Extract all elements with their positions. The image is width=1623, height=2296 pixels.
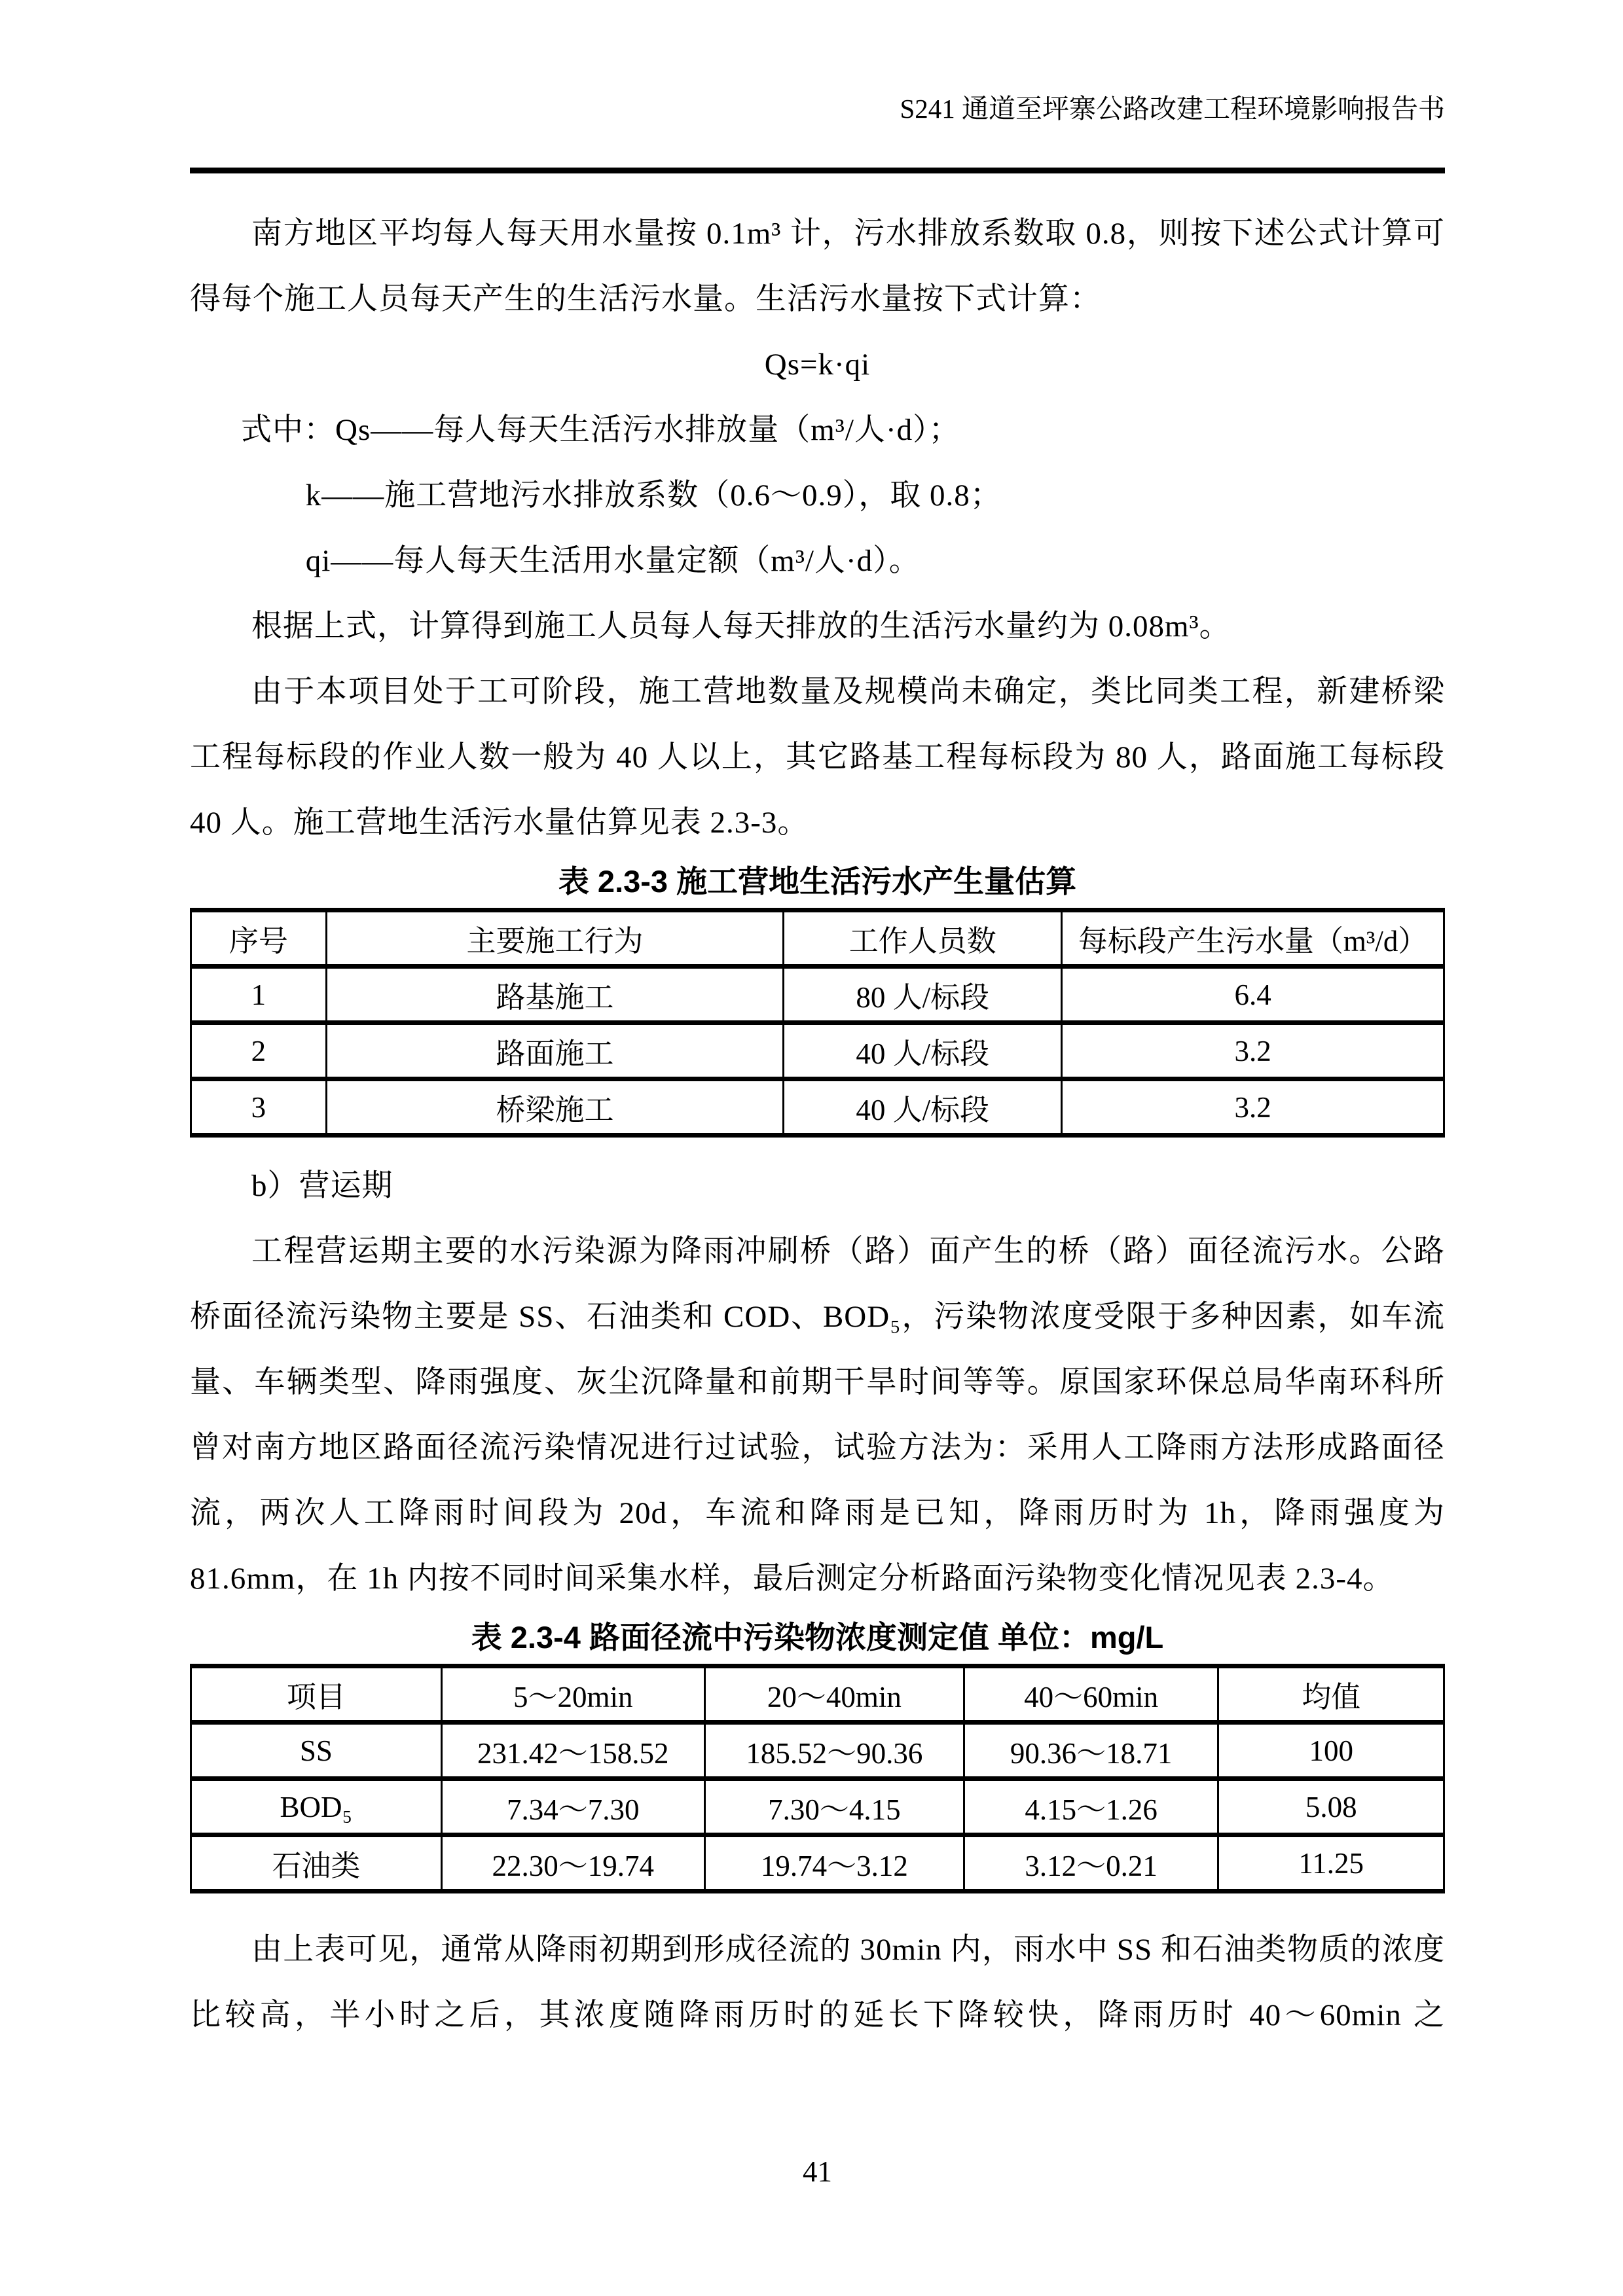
formula-term-k: k——施工营地污水排放系数（0.6～0.9），取 0.8； <box>305 478 1002 512</box>
table1-cell: 3.2 <box>1062 1079 1444 1136</box>
table1-row <box>191 967 1444 1023</box>
table1-title: 表 2.3-3 施工营地生活污水产生量估算 <box>558 864 1077 899</box>
table2-cell: 4.15～1.26 <box>964 1779 1218 1835</box>
table2-header-cell: 项目 <box>191 1666 442 1723</box>
table2-cell: 19.74～3.12 <box>704 1835 964 1892</box>
formula-term-qs: 式中：Qs——每人每天生活污水排放量（m³/人·d）； <box>241 413 960 447</box>
table2-cell: BOD₅ <box>191 1779 442 1835</box>
table2-header-row <box>191 1666 1444 1723</box>
table2-cell: 7.34～7.30 <box>441 1779 704 1835</box>
page-content <box>190 201 1445 2048</box>
table1-header-cell: 主要施工行为 <box>326 910 784 967</box>
table2-row <box>191 1779 1444 1835</box>
table1-row <box>191 1079 1444 1136</box>
table2-cell: 11.25 <box>1218 1835 1444 1892</box>
table1-cell: 3.2 <box>1062 1023 1444 1079</box>
table1-cell: 1 <box>191 967 327 1023</box>
table2-cell: 22.30～19.74 <box>441 1835 704 1892</box>
table1-cell: 3 <box>191 1079 327 1136</box>
table1-cell: 40 人/标段 <box>784 1023 1062 1079</box>
table1-cell: 桥梁施工 <box>326 1079 784 1136</box>
table1-cell: 6.4 <box>1062 967 1444 1023</box>
table2-cell: 石油类 <box>191 1835 442 1892</box>
table2-header-cell: 40～60min <box>964 1666 1218 1723</box>
table2-title: 表 2.3-4 路面径流中污染物浓度测定值 单位：mg/L <box>471 1620 1164 1655</box>
section-heading-b: b）营运期 <box>251 1169 393 1203</box>
table2-row <box>191 1835 1444 1892</box>
paragraph-result: 根据上式，计算得到施工人员每人每天排放的生活污水量约为 0.08m³。 <box>251 609 1231 643</box>
paragraph-water-usage: 南方地区平均每人每天用水量按 0.1m³ 计，污水排放系数取 0.8，则按下述公式计算可得每个施工人员每天产生的生活污水量。生活污水量按下式计算： <box>190 217 1445 316</box>
table1-header-cell: 每标段产生污水量（m³/d） <box>1062 910 1444 967</box>
paragraph-operation-runoff: 工程营运期主要的水污染源为降雨冲刷桥（路）面产生的桥（路）面径流污水。公路桥面径流污染物主要是 SS、石油类和 COD、BOD₅，污染物浓度受限于多种因素，如车流量、车辆类型、降雨强度、灰尘沉降量和前期干旱时间等等。原国家环保总局华南环科所曾对南方地区路面径流污染情况进行过试验，试验方法为：采用人工降雨方法形成路面径流，两次人工降雨时间段为 20d，车流和降雨是已知，降雨历时为 1h，降雨强度为 81.6mm，在 1h 内按不同时间采集水样，最后测定分析路面污染物变化情况见表 2.3-4。 <box>190 1234 1445 1596</box>
table1-cell: 80 人/标段 <box>784 967 1062 1023</box>
table2-cell: 185.52～90.36 <box>704 1723 964 1779</box>
table2-cell: 3.12～0.21 <box>964 1835 1218 1892</box>
table1-cell: 40 人/标段 <box>784 1079 1062 1136</box>
table2-cell: 100 <box>1218 1723 1444 1779</box>
table1-cell: 2 <box>191 1023 327 1079</box>
page-number: 41 <box>803 2155 832 2188</box>
table2-header-cell: 20～40min <box>704 1666 964 1723</box>
table2-cell: 5.08 <box>1218 1779 1444 1835</box>
table1-row <box>191 1023 1444 1079</box>
page-header <box>190 0 1445 173</box>
paragraph-camp-estimate: 由于本项目处于工可阶段，施工营地数量及规模尚未确定，类比同类工程，新建桥梁工程每标段的作业人数一般为 40 人以上，其它路基工程每标段为 80 人，路面施工每标段 40 人。施工营地生活污水量估算见表 2.3-3。 <box>190 675 1445 840</box>
table1-header-cell: 序号 <box>191 910 327 967</box>
formula-term-qi: qi——每人每天生活用水量定额（m³/人·d）。 <box>305 544 921 578</box>
table-runoff-concentration <box>190 1664 1445 1893</box>
table2-cell: 7.30～4.15 <box>704 1779 964 1835</box>
formula-qs: Qs=k·qi <box>764 348 871 382</box>
table1-cell: 路基施工 <box>326 967 784 1023</box>
table2-header-cell: 5～20min <box>441 1666 704 1723</box>
table1-cell: 路面施工 <box>326 1023 784 1079</box>
table2-row <box>191 1723 1444 1779</box>
paragraph-conclusion: 由上表可见，通常从降雨初期到形成径流的 30min 内，雨水中 SS 和石油类物质的浓度比较高，半小时之后，其浓度随降雨历时的延长下降较快，降雨历时 40～60min 之 <box>190 1933 1445 2032</box>
table-sewage-estimate <box>190 908 1445 1138</box>
table1-header-row <box>191 910 1444 967</box>
running-header-title: S241 通道至坪寨公路改建工程环境影响报告书 <box>900 94 1445 124</box>
table2-cell: 231.42～158.52 <box>441 1723 704 1779</box>
table2-header-cell: 均值 <box>1218 1666 1444 1723</box>
table1-header-cell: 工作人员数 <box>784 910 1062 967</box>
table2-cell: 90.36～18.71 <box>964 1723 1218 1779</box>
table2-cell: SS <box>191 1723 442 1779</box>
